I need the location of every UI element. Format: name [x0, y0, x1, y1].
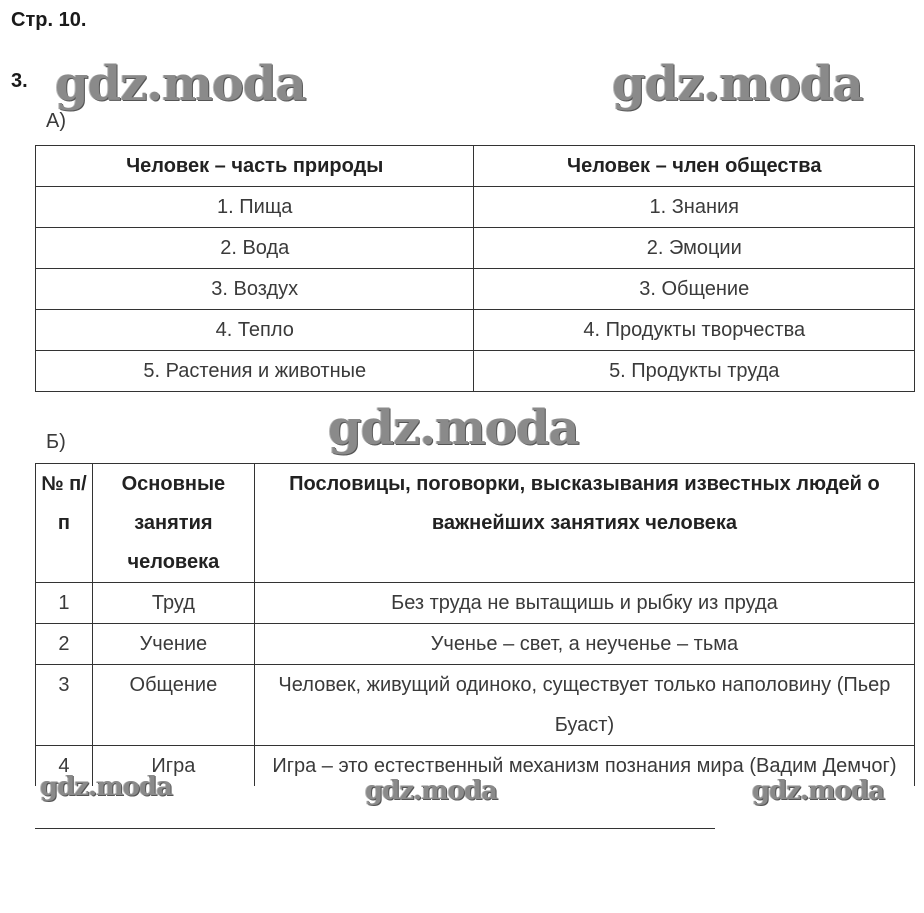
- table-cell: Без труда не вытащишь и рыбку из пруда: [254, 583, 914, 624]
- table-cell: Игра: [92, 746, 254, 787]
- table-cell: 5. Продукты труда: [474, 351, 915, 392]
- table-cell: 3. Общение: [474, 269, 915, 310]
- table-row: [36, 351, 915, 392]
- part-b-label: Б): [46, 431, 66, 453]
- column-header: Человек – член общества: [474, 146, 915, 187]
- table-cell: 2. Вода: [36, 228, 474, 269]
- table-row: [36, 583, 915, 624]
- part-a-label: А): [46, 110, 66, 132]
- column-header: Основные занятия человека: [92, 464, 254, 583]
- table-cell: Игра – это естественный механизм познания мира (Вадим Демчог): [254, 746, 914, 787]
- table-row: [36, 269, 915, 310]
- column-header: № п/п: [36, 464, 93, 583]
- table-cell: 1. Пища: [36, 187, 474, 228]
- watermark-logo: gdz.moda: [55, 56, 306, 112]
- table-b: [35, 463, 915, 786]
- table-cell: 5. Растения и животные: [36, 351, 474, 392]
- table-row: [36, 310, 915, 351]
- table-cell: 4. Тепло: [36, 310, 474, 351]
- watermark-logo: gdz.moda: [612, 56, 863, 112]
- table-row: [36, 665, 915, 746]
- page-number: Стр. 10.: [11, 9, 87, 31]
- table-cell: Общение: [92, 665, 254, 746]
- table-a: [35, 145, 915, 392]
- table-row: [36, 187, 915, 228]
- table-cell: 3: [36, 665, 93, 746]
- column-header: Пословицы, поговорки, высказывания известных людей о важнейших занятиях человека: [254, 464, 914, 583]
- table-cell: 3. Воздух: [36, 269, 474, 310]
- watermark-logo: gdz.moda: [328, 400, 579, 456]
- table-cell: 2. Эмоции: [474, 228, 915, 269]
- watermark-logo: gdz.moda: [752, 776, 885, 806]
- task-number: 3.: [11, 70, 28, 92]
- table-cell: Труд: [92, 583, 254, 624]
- table-header-row: [36, 146, 915, 187]
- table-bottom-border: [35, 828, 715, 829]
- table-cell: 2: [36, 624, 93, 665]
- table-cell: 4. Продукты творчества: [474, 310, 915, 351]
- table-cell: Ученье – свет, а неученье – тьма: [254, 624, 914, 665]
- table-cell: 1: [36, 583, 93, 624]
- table-row: [36, 228, 915, 269]
- table-cell: 4: [36, 746, 93, 787]
- watermark-logo: gdz.moda: [40, 772, 173, 802]
- table-cell: Учение: [92, 624, 254, 665]
- watermark-logo: gdz.moda: [365, 776, 498, 806]
- table-row: [36, 624, 915, 665]
- table-cell: 1. Знания: [474, 187, 915, 228]
- table-header-row: [36, 464, 915, 583]
- column-header: Человек – часть природы: [36, 146, 474, 187]
- table-cell: Человек, живущий одиноко, существует только наполовину (Пьер Буаст): [254, 665, 914, 746]
